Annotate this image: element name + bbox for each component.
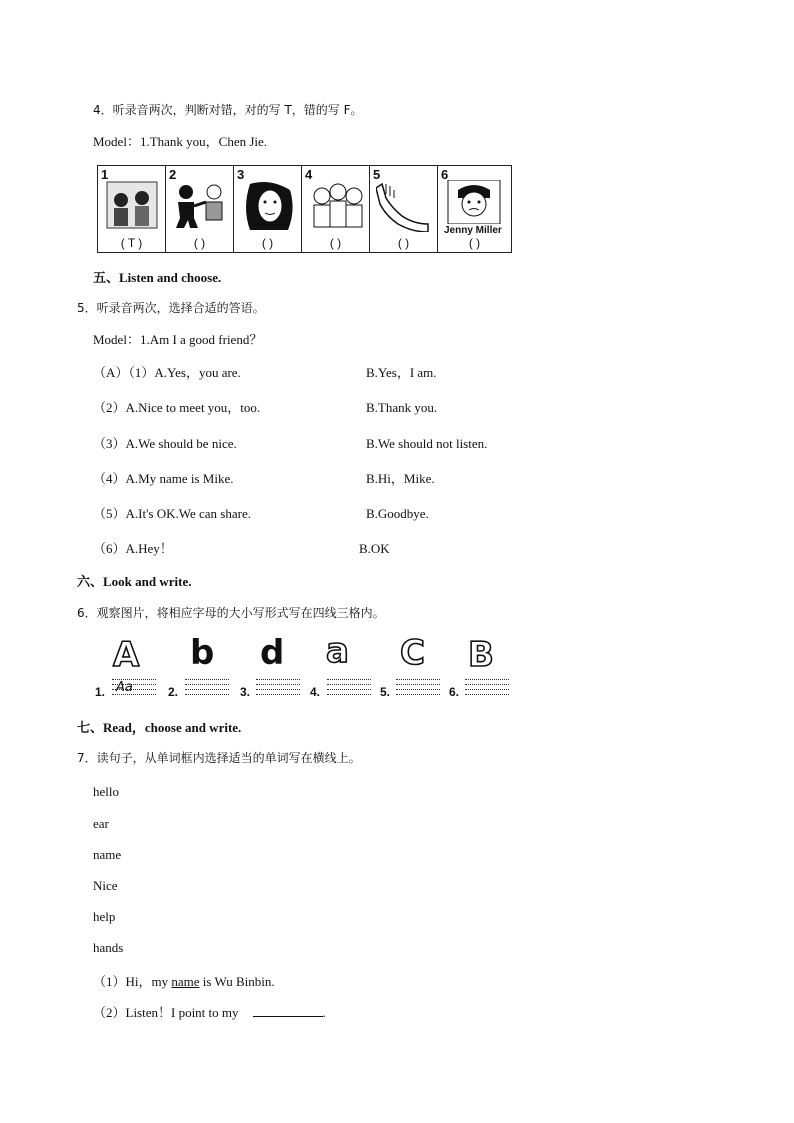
letter-image: B (468, 635, 494, 675)
q7-instruction: 7．读句子，从单词框内选择适当的单词写在横线上。 (77, 751, 361, 765)
picture-3 (234, 166, 302, 252)
sentence-1-answer[interactable]: name (171, 974, 200, 989)
sentence-2-text: （2）Listen！I point to my (93, 1005, 239, 1020)
picture-num: 1 (101, 167, 109, 182)
option-a[interactable]: （6）A.Hey！ (93, 541, 173, 556)
three-children-icon (308, 180, 366, 232)
q4-model: Model：1.Thank you，Chen Jie. (93, 134, 268, 149)
word-box-item: help (93, 909, 116, 924)
four-line-grid[interactable] (112, 679, 156, 696)
woman-face-icon (240, 180, 298, 232)
letter-image: C (400, 633, 425, 673)
answer-blank[interactable]: ( ) (397, 236, 410, 250)
four-line-grid[interactable] (396, 679, 440, 696)
picture-2 (166, 166, 234, 252)
option-b[interactable]: B.Thank you. (366, 400, 438, 415)
q6-instruction: 6．观察图片，将相应字母的大小写形式写在四线三格内。 (77, 606, 385, 620)
letter-number: 2. (168, 685, 179, 699)
word-box-item: ear (93, 816, 109, 831)
sentence-2-period: . (322, 1005, 326, 1020)
two-children-icon (104, 180, 160, 230)
option-b[interactable]: B.We should not listen. (366, 436, 488, 451)
word-box-item: hello (93, 784, 119, 799)
answer-mark: ( T ) (120, 236, 143, 250)
word-box-item: hands (93, 940, 124, 955)
waving-hand-icon (376, 180, 434, 232)
letter-answer: Aa (116, 680, 133, 695)
answer-blank[interactable]: ( ) (329, 236, 342, 250)
q5-model: Model：1.Am I a good friend？ (93, 332, 263, 347)
letter-number: 5. (380, 685, 391, 699)
q4-picture-strip (97, 165, 512, 253)
option-a[interactable]: （5）A.It's OK.We can share. (93, 506, 251, 521)
picture-num: 4 (305, 167, 313, 182)
sentence-1 (93, 975, 275, 988)
option-b[interactable]: B.Hi，Mike. (366, 471, 435, 486)
letter-image: a (326, 631, 349, 671)
picture-num: 2 (169, 167, 177, 182)
picture-1 (98, 166, 166, 252)
sentence-1-start: （1）Hi，my (93, 974, 172, 989)
letter-number: 1. (95, 685, 106, 699)
answer-blank[interactable]: ( ) (261, 236, 274, 250)
letter-number: 4. (310, 685, 321, 699)
option-a[interactable]: （4）A.My name is Mike. (93, 471, 234, 486)
picture-4 (302, 166, 370, 252)
option-b[interactable]: B.Yes，I am. (366, 365, 437, 380)
sentence-1-end: is Wu Binbin. (199, 974, 275, 989)
answer-blank[interactable]: ( ) (468, 236, 481, 250)
picture-num: 5 (373, 167, 381, 182)
word-box-item: Nice (93, 878, 118, 893)
four-line-grid[interactable] (256, 679, 300, 696)
answer-blank[interactable]: ( ) (193, 236, 206, 250)
children-helping-icon (172, 180, 230, 230)
option-a[interactable]: （3）A.We should be nice. (93, 436, 237, 451)
picture-caption: Jenny Miller (444, 225, 502, 236)
option-a[interactable]: （A）（1）A.Yes，you are. (93, 365, 241, 380)
word-box-item: name (93, 847, 122, 862)
option-a[interactable]: （2）A.Nice to meet you，too. (93, 400, 261, 415)
letter-number: 6. (449, 685, 460, 699)
four-line-grid[interactable] (465, 679, 509, 696)
four-line-grid[interactable] (185, 679, 229, 696)
q5-instruction: 5．听录音两次，选择合适的答语。 (77, 301, 265, 315)
q4-instruction: 4．听录音两次，判断对错，对的写 T，错的写 F。 (93, 103, 363, 117)
picture-6 (438, 166, 511, 252)
letter-image: b (190, 633, 215, 673)
picture-num: 6 (441, 167, 449, 182)
girl-face-icon (444, 180, 504, 224)
option-b[interactable]: B.Goodbye. (366, 506, 429, 521)
picture-5 (370, 166, 438, 252)
section-7-heading: 七、Read，choose and write. (77, 720, 242, 735)
sentence-2 (93, 1006, 326, 1019)
section-6-heading: 六、Look and write. (77, 574, 192, 589)
sentence-2-blank[interactable] (253, 1006, 323, 1017)
letter-image: d (260, 633, 285, 673)
letter-number: 3. (240, 685, 251, 699)
option-b[interactable]: B.OK (359, 541, 390, 556)
letter-image: A (113, 635, 140, 675)
four-line-grid[interactable] (327, 679, 371, 696)
section-5-heading: 五、Listen and choose. (93, 270, 222, 285)
picture-num: 3 (237, 167, 245, 182)
